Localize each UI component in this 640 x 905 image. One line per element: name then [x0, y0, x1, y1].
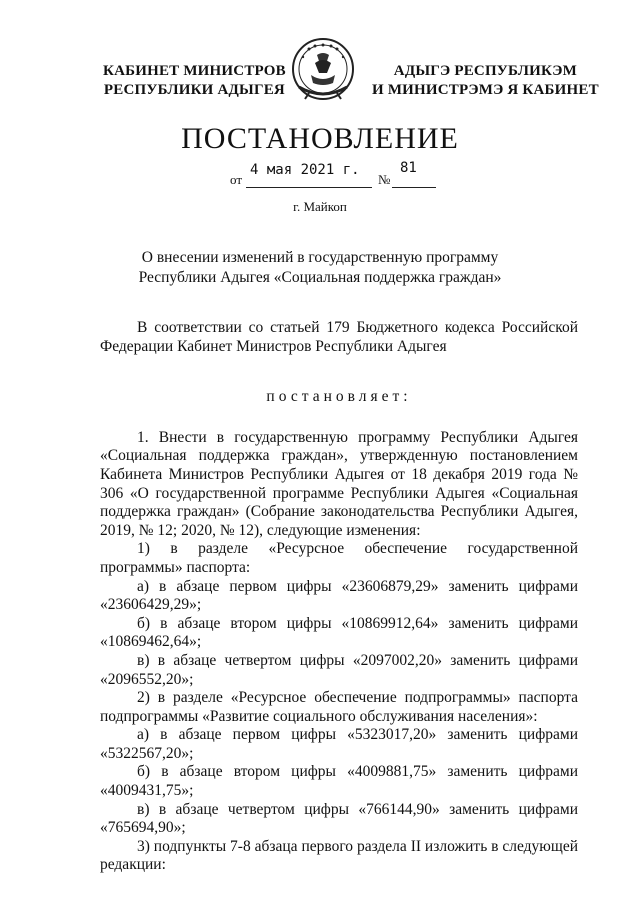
subitem-2c: в) в абзаце четвертом цифры «766144,90» заменить цифрами «765694,90»; [100, 800, 578, 837]
subject-line: О внесении изменений в государственную программу [141, 249, 499, 266]
subitem-2: 2) в разделе «Ресурсное обеспечение подпрограммы» паспорта подпрограммы «Развитие социального обслуживания населения»: [100, 689, 578, 725]
issuer-line: И МИНИСТРЭМЭ Я КАБИНЕТ [372, 82, 599, 98]
subitem-2a: а) в абзаце первом цифры «5323017,20» заменить цифрами «5322567,20»; [100, 726, 578, 762]
issuer-name-russian [103, 62, 286, 100]
preamble-paragraph: В соответствии со статьей 179 Бюджетного кодекса Российской Федерации Кабинет Министров Республики Адыгея [100, 319, 578, 355]
subitem-1a: а) в абзаце первом цифры «23606879,29» заменить цифрами «23606429,29»; [100, 577, 578, 614]
adygea-coat-of-arms-icon [287, 35, 359, 107]
subitem-2b: б) в абзаце втором цифры «4009881,75» заменить цифрами «4009431,75»; [100, 763, 578, 800]
document-number: 81 [400, 160, 417, 176]
subject-line: Республики Адыгея «Социальная поддержка граждан» [138, 269, 502, 286]
issuer-line: РЕСПУБЛИКИ АДЫГЕЯ [103, 82, 285, 98]
subitem-1b: б) в абзаце втором цифры «10869912,64» заменить цифрами «10869462,64»; [100, 614, 578, 651]
city: г. Майкоп [293, 199, 347, 214]
subitem-1c: в) в абзаце четвертом цифры «2097002,20» заменить цифрами «2096552,20»; [100, 651, 578, 688]
number-underline [392, 187, 436, 188]
issuer-line: АДЫГЭ РЕСПУБЛИКЭМ [393, 63, 577, 79]
issuer-name-adyghe [372, 62, 599, 100]
date-from-label: от [230, 172, 243, 187]
date-underline [246, 187, 372, 188]
issuer-line: КАБИНЕТ МИНИСТРОВ [103, 63, 286, 79]
resolves-heading: постановляет: [266, 388, 412, 406]
document-title: ПОСТАНОВЛЕНИЕ [181, 122, 459, 155]
number-label: № [378, 172, 391, 187]
document-date: 4 мая 2021 г. [250, 162, 360, 178]
subitem-3: 3) подпункты 7-8 абзаца первого раздела II изложить в следующей редакции: [100, 837, 578, 874]
document-body [100, 319, 578, 875]
subitem-1: 1) в разделе «Ресурсное обеспечение государственной программы» паспорта: [100, 540, 578, 576]
document-subject [0, 248, 640, 288]
item-1-paragraph: 1. Внести в государственную программу Республики Адыгея «Социальная поддержка граждан», утвержденную постановлением Кабинета Министров Республики Адыгея от 18 декабря 2019 года № 306 «О государственной программе Республики Адыгея «Социальная поддержка граждан» (Собрание законодательства Республики Адыгея, 2019, № 12; 2020, № 12), следующие изменения: [100, 428, 578, 539]
